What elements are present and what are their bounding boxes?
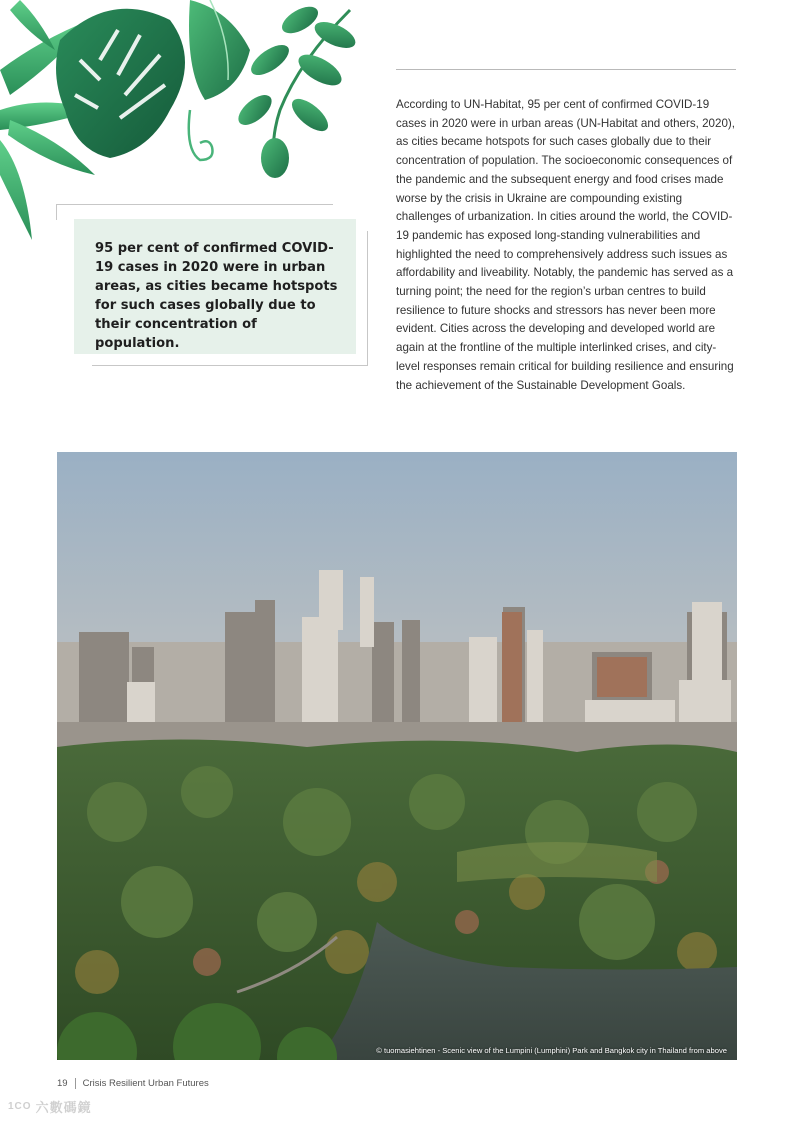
page-number: 19 (57, 1078, 68, 1089)
footer-separator (75, 1078, 76, 1089)
watermark-logo-icon: 1CO (8, 1101, 32, 1112)
top-divider-line (396, 69, 736, 70)
pull-quote-box (74, 219, 356, 354)
body-paragraph: According to UN-Habitat, 95 per cent of confirmed COVID-19 cases in 2020 were in urban areas (UN-Habitat and others, 2020), as cities became hotspots for such cases globally due to their concentration of population. The socioeconomic consequences of the pandemic and the subsequent energy and food crises made worse by the crisis in Ukraine are compounding existing challenges of urbanization. In cities around the world, the COVID-19 pandemic has exposed long-standing vulnerabilities and highlighted the need to comprehensively address such issues as affordability and liveability. Notably, the pandemic has served as a turning point; the need for the region’s urban centres to build resilience to future shocks and stressors has never been more evident. Cities across the developing and developed world are again at the frontline of the multiple interlinked crises, and city-level responses remain critical for building resilience and ensuring the achievement of the Sustainable Development Goals. (396, 98, 735, 392)
city-park-photo (57, 452, 737, 1060)
bangkok-skyline-image (57, 452, 737, 1060)
pull-quote-text: 95 per cent of confirmed COVID-19 cases in 2020 were in urban areas, as cities became hotspots for such cases globally due to their concentration of population. (95, 241, 338, 351)
watermark (8, 1097, 92, 1116)
watermark-text: 六數碼鏡 (35, 1100, 92, 1115)
page-footer (57, 1078, 209, 1089)
publication-title: Crisis Resilient Urban Futures (82, 1078, 209, 1089)
photo-caption: © tuomasiehtinen - Scenic view of the Lumpini (Lumphini) Park and Bangkok city in Thailand from above (376, 1046, 727, 1055)
